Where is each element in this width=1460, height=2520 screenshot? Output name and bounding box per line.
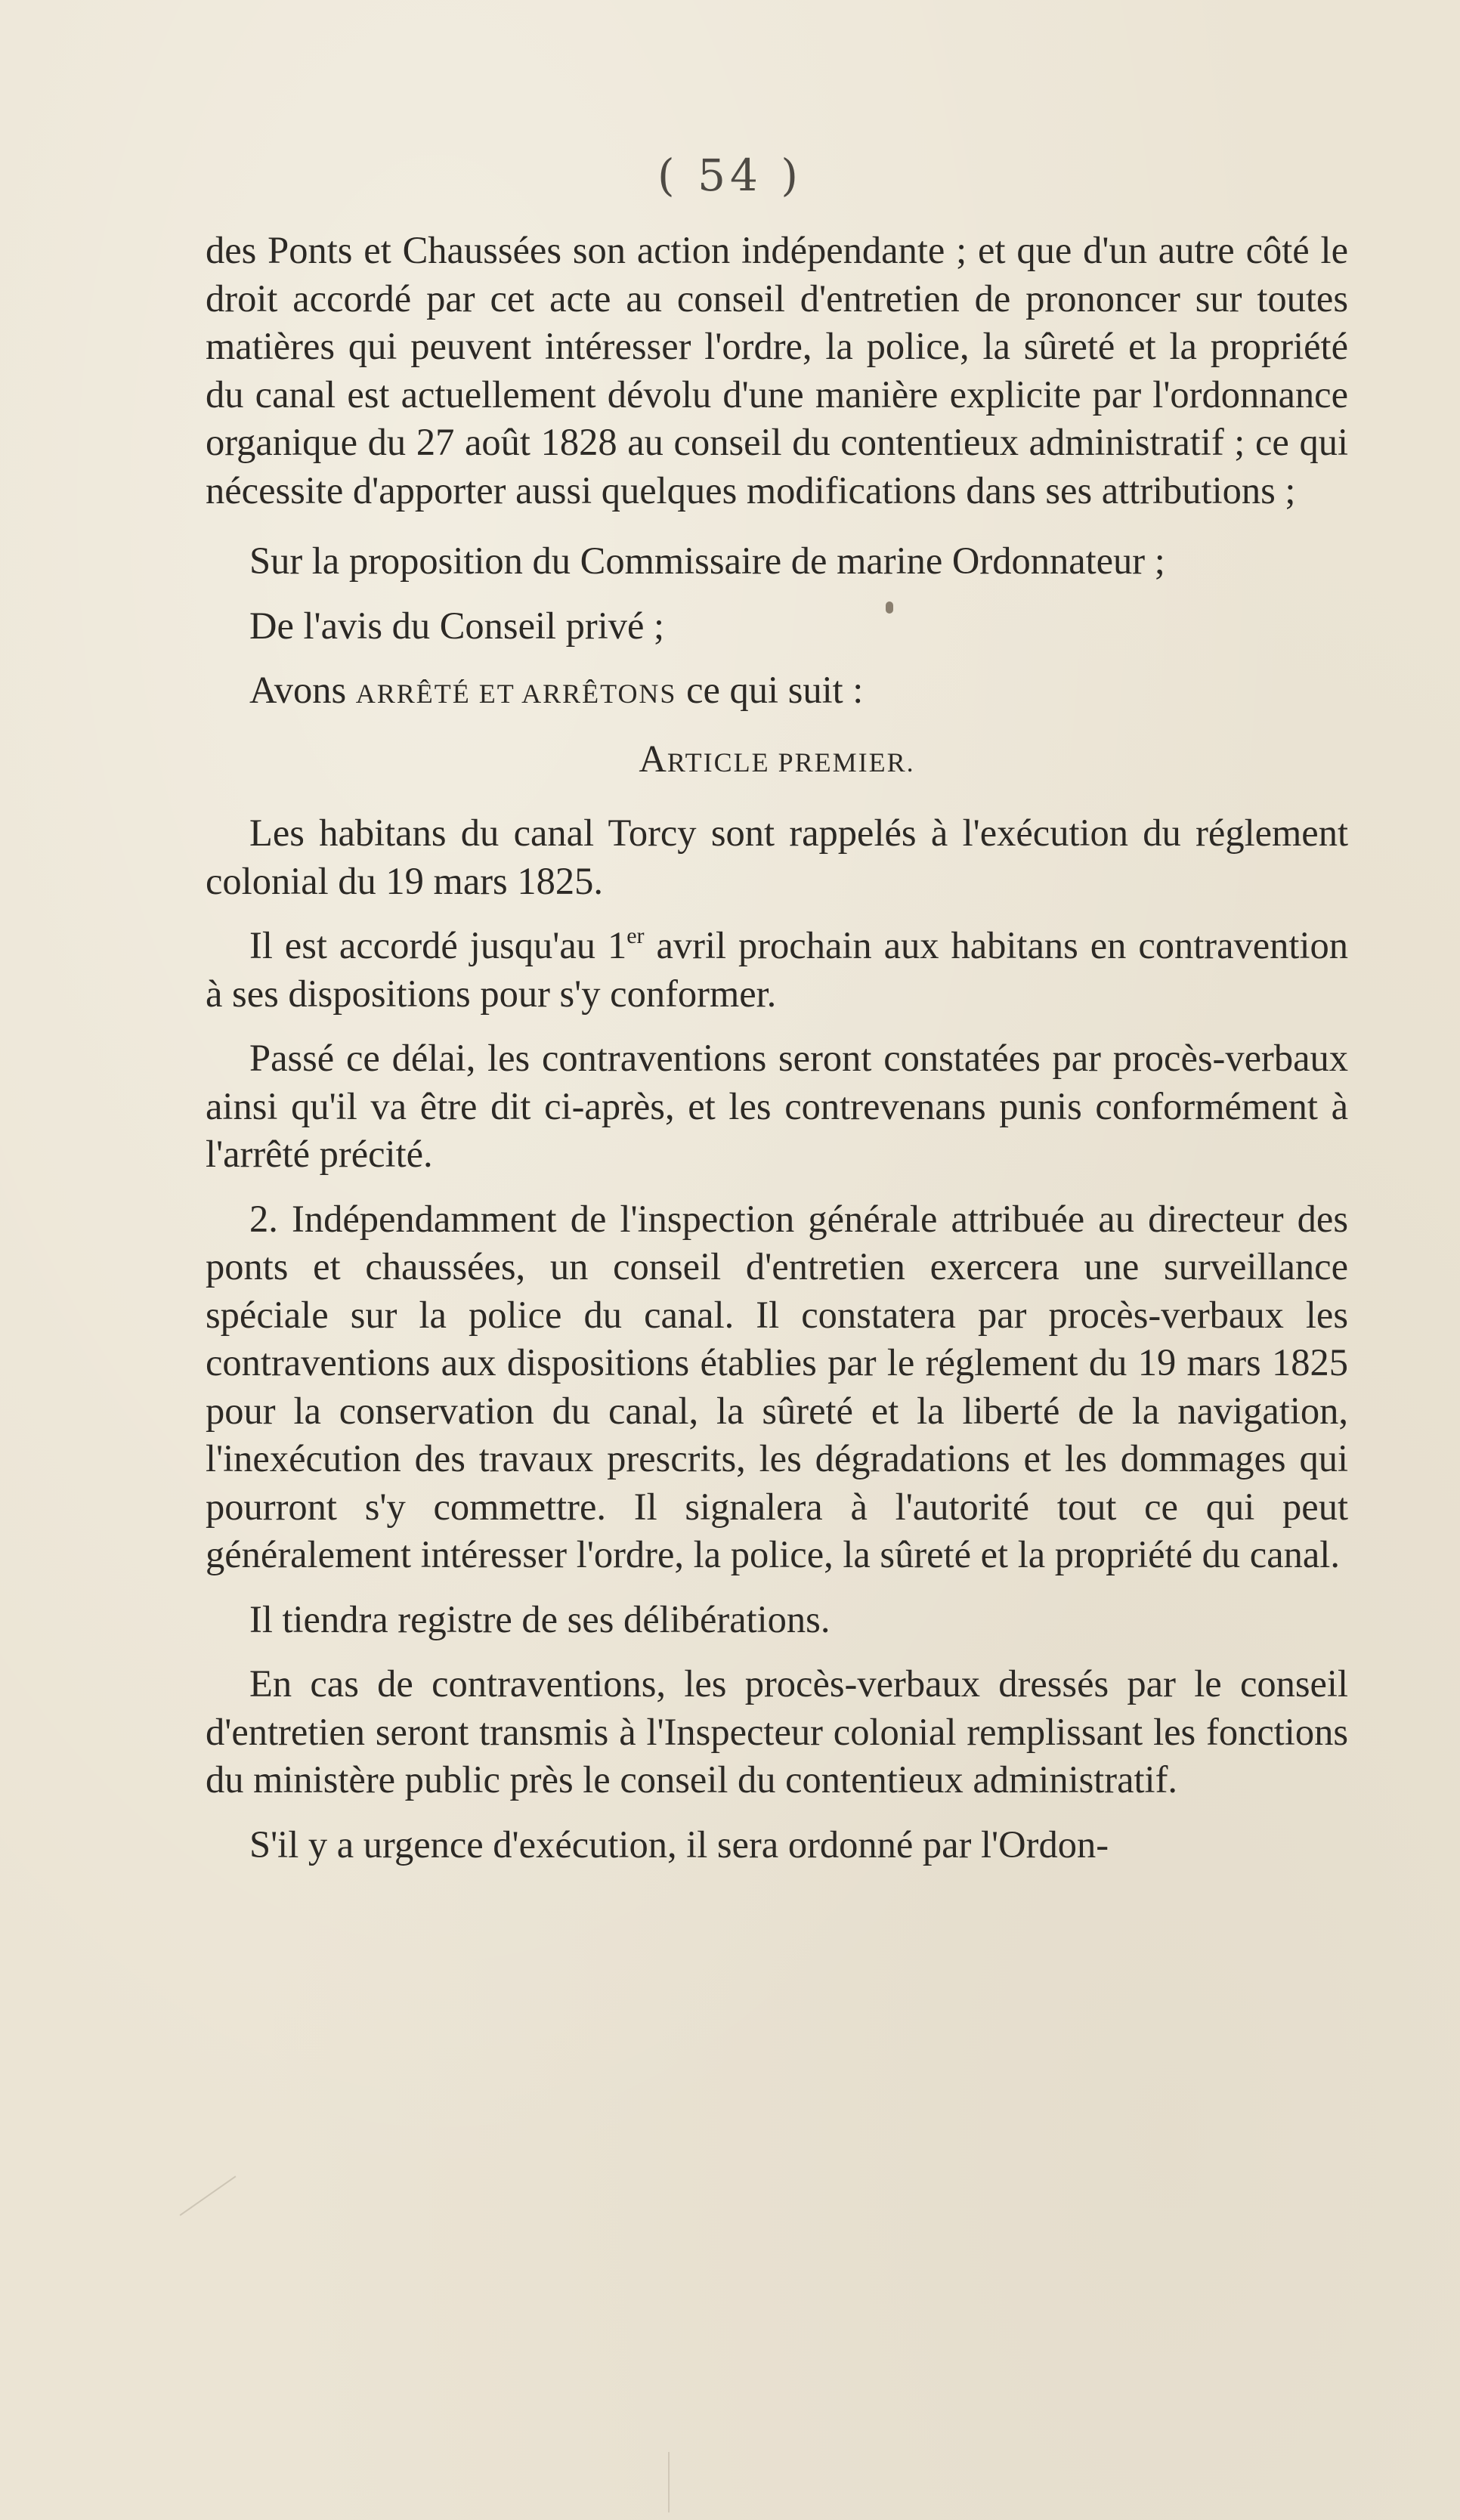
article-heading [206, 735, 1348, 787]
paragraph-delai-accorde [206, 922, 1348, 1018]
paragraph-arrete [206, 666, 1348, 719]
paragraph-article-2: 2. Indépendamment de l'inspection générale attribuée au directeur des ponts et chaussées, un conseil d'entretien exercera une surveillance spéciale sur la police du canal. Il constatera par procès-verbaux les contraventions aux dispositions établies par le réglement du 19 mars 1825 pour la conservation du canal, la sûreté et la liberté de la navigation, l'inexécution des travaux prescrits, les dégradations et les dommages qui pourront s'y commettre. Il signalera à l'autorité tout ce qui peut généralement intéresser l'ordre, la police, la sûreté et la propriété du canal. [206, 1197, 1348, 1575]
paper-speck [886, 601, 893, 614]
paragraph-contraventions: En cas de contraventions, les procès-verbaux dressés par le conseil d'entretien seront transmis à l'Inspecteur colonial remplissant les fonctions du ministère public près le conseil du contentieux administratif. [206, 1662, 1348, 1801]
arrete-lead: Avons [249, 669, 347, 711]
delai-superscript: er [626, 923, 645, 948]
page-number: ( 54 ) [657, 150, 803, 201]
paragraph-registre: Il tiendra registre de ses délibérations. [249, 1597, 831, 1640]
delai-before: Il est accordé jusqu'au 1 [249, 924, 627, 966]
arrete-rest: ce qui suit : [686, 669, 864, 711]
document-body [206, 227, 1348, 1869]
heading-smallcaps: RTICLE PREMIER. [667, 747, 915, 778]
paragraph-continuation: des Ponts et Chaussées son action indépendante ; et que d'un autre côté le droit accordé par cet acte au conseil d'entretien de prononcer sur toutes matières qui peuvent intéresser l'ordre, la police, la sûreté et la propriété du canal est actuellement dévolu d'une manière explicite par l'ordonnance organique du 27 août 1828 au conseil du contentieux administratif ; ce qui nécessite d'apporter aussi quelques modifications dans ses attributions ; [206, 229, 1348, 512]
paper-scratch [180, 2175, 237, 2215]
paragraph-passe-delai: Passé ce délai, les contraventions seront constatées par procès-verbaux ainsi qu'il va être dit ci-après, et les contrevenans punis conformément à l'arrêté précité. [206, 1037, 1348, 1175]
heading-initial: A [639, 737, 667, 780]
paragraph-urgence: S'il y a urgence d'exécution, il sera ordonné par l'Ordon- [249, 1823, 1109, 1866]
paper-fold-line [668, 2452, 670, 2512]
paragraph-avis: De l'avis du Conseil privé ; [249, 604, 665, 647]
arrete-smallcaps: ARRÊTÉ ET ARRÊTONS [355, 679, 677, 709]
paragraph-proposition: Sur la proposition du Commissaire de marine Ordonnateur ; [249, 540, 1165, 582]
paragraph-habitans: Les habitans du canal Torcy sont rappelés à l'exécution du réglement colonial du 19 mars 1825. [206, 812, 1348, 902]
delai-after: avril prochain aux habitans en contravention à ses dispositions pour s'y conformer. [206, 924, 1348, 1015]
